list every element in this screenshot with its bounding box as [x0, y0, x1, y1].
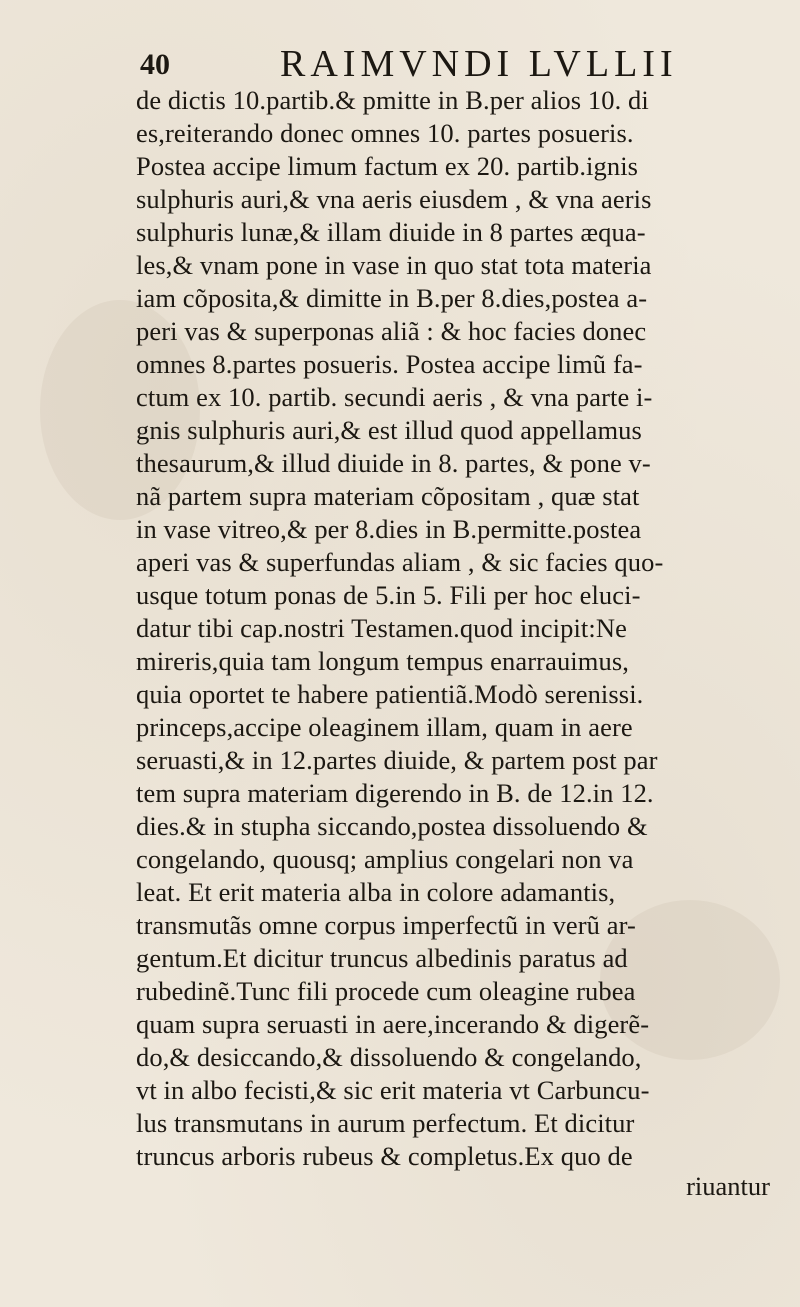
text-line: gnis sulphuris auri,& est illud quod appellamus: [136, 415, 642, 445]
text-line: nã partem supra materiam cõpositam , quæ stat: [136, 481, 640, 511]
text-line: thesaurum,& illud diuide in 8. partes, & pone v-: [136, 448, 651, 478]
text-line: do,& desiccando,& dissoluendo & congelando,: [136, 1042, 642, 1072]
text-line: peri vas & superponas aliã : & hoc facies donec: [136, 316, 647, 346]
text-line: lus transmutans in aurum perfectum. Et dicitur: [136, 1108, 635, 1138]
text-line: truncus arboris rubeus & completus.Ex quo de: [136, 1141, 633, 1171]
text-line: leat. Et erit materia alba in colore adamantis,: [136, 877, 616, 907]
text-line: aperi vas & superfundas aliam , & sic facies quo-: [136, 547, 664, 577]
page-header: [140, 42, 780, 86]
text-line: sulphuris lunæ,& illam diuide in 8 partes æqua-: [136, 217, 646, 247]
text-line: de dictis 10.partib.& pmitte in B.per alios 10. di: [136, 85, 649, 115]
text-line: vt in albo fecisti,& sic erit materia vt Carbuncu-: [136, 1075, 650, 1105]
text-line: tem supra materiam digerendo in B. de 12.in 12.: [136, 778, 654, 808]
text-line: dies.& in stupha siccando,postea dissoluendo &: [136, 811, 648, 841]
text-line: usque totum ponas de 5.in 5. Fili per hoc eluci-: [136, 580, 641, 610]
text-line: iam cõposita,& dimitte in B.per 8.dies,postea a-: [136, 283, 648, 313]
text-line: omnes 8.partes posueris. Postea accipe limũ fa-: [136, 349, 643, 379]
text-line: quia oportet te habere patientiã.Modò serenissi.: [136, 679, 644, 709]
running-head: RAIMVNDI LVLLII: [280, 43, 678, 85]
text-line: gentum.Et dicitur truncus albedinis paratus ad: [136, 943, 628, 973]
text-line: les,& vnam pone in vase in quo stat tota materia: [136, 250, 652, 280]
text-line: quam supra seruasti in aere,incerando & digerẽ-: [136, 1009, 650, 1039]
text-line: transmutãs omne corpus imperfectũ in verũ ar-: [136, 910, 636, 940]
text-line: seruasti,& in 12.partes diuide, & partem post par: [136, 745, 658, 775]
body-text: [136, 84, 770, 1173]
text-line: congelando, quousq; amplius congelari non va: [136, 844, 634, 874]
catchword: riuantur: [686, 1171, 770, 1201]
text-line: es,reiterando donec omnes 10. partes posueris.: [136, 118, 634, 148]
text-line: ctum ex 10. partib. secundi aeris , & vna parte i-: [136, 382, 653, 412]
text-line: in vase vitreo,& per 8.dies in B.permitte.postea: [136, 514, 642, 544]
text-line: rubedinẽ.Tunc fili procede cum oleagine rubea: [136, 976, 636, 1006]
text-line: mireris,quia tam longum tempus enarrauimus,: [136, 646, 629, 676]
text-line: datur tibi cap.nostri Testamen.quod incipit:Ne: [136, 613, 627, 643]
page-number: 40: [140, 48, 170, 81]
text-line: princeps,accipe oleaginem illam, quam in aere: [136, 712, 633, 742]
text-line: sulphuris auri,& vna aeris eiusdem , & vna aeris: [136, 184, 652, 214]
text-line: Postea accipe limum factum ex 20. partib.ignis: [136, 151, 639, 181]
